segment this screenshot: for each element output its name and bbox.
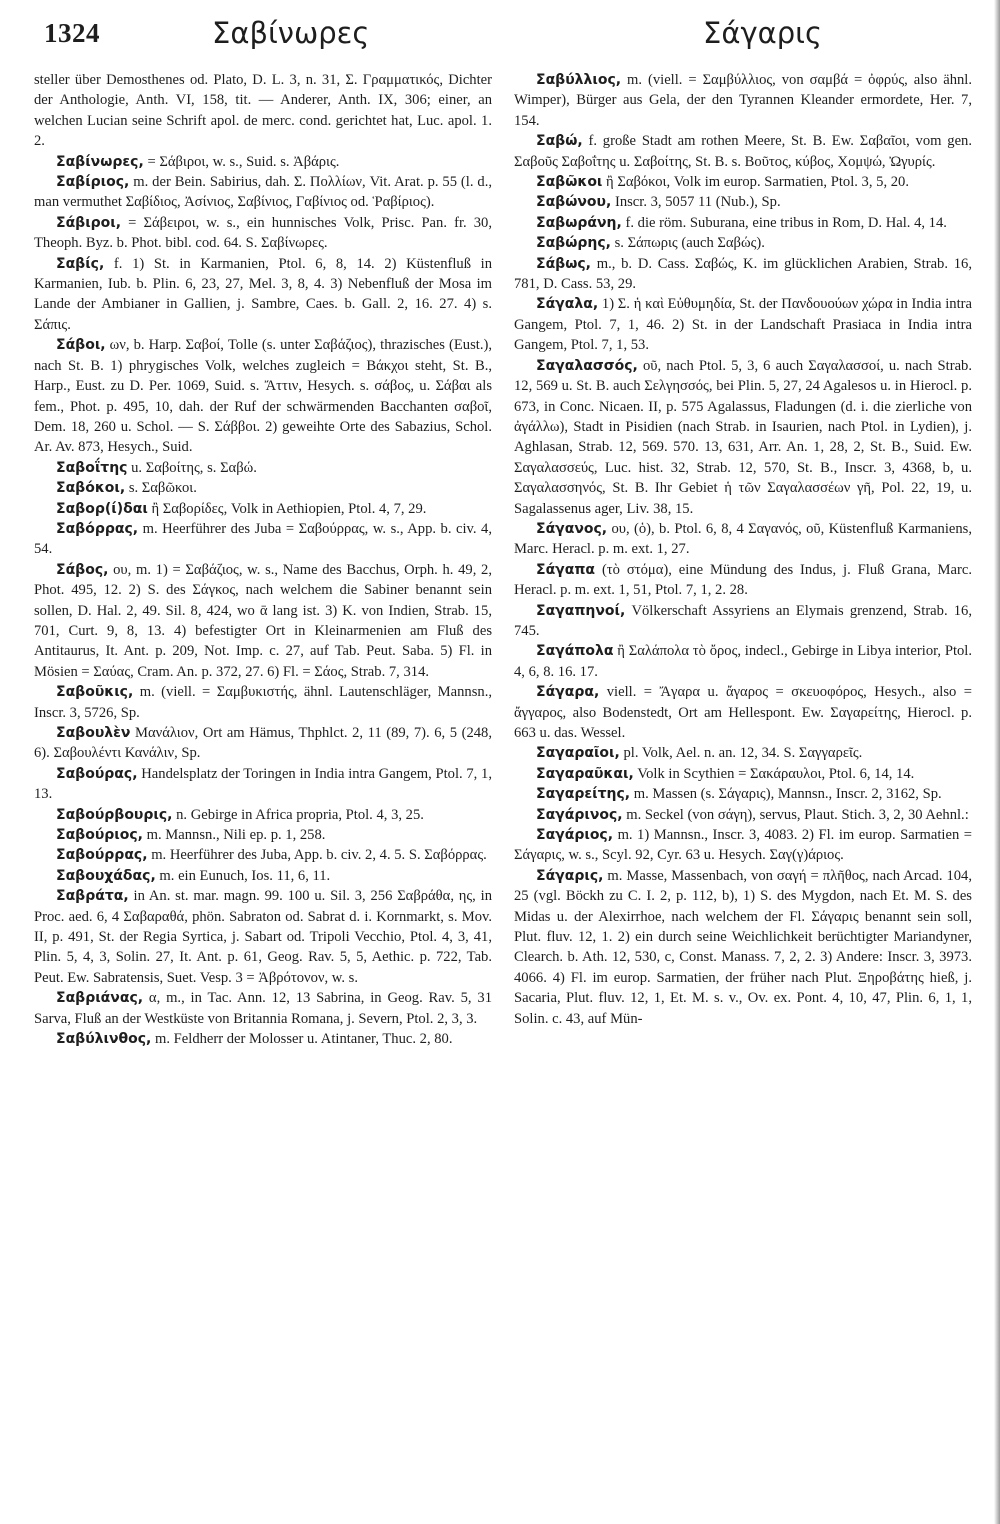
entry-text: m. (viell. = Σαμβύλλιος, von σαμβά = ὀφρύς, also ähnl. Wimper), Bürger aus Gela, der den Tyrannen Kleander ermordete, Her. 7, 154.: [514, 72, 972, 129]
entry-headword: Σαγαπηνοί,: [536, 602, 626, 619]
entry-text: m. der Bein. Sabirius, dah. Σ. Πολλίων, Vit. Arat. p. 55 (l. d., man vermuthet Σαβίδιος, Ἀσίνιος, Σαβίνιος, Γαβίνιος od. Ῥαβίριος).: [34, 174, 492, 211]
entry-headword: Σάβοι,: [56, 337, 106, 354]
entry-text: u. Σαβοίτης, s. Σαβώ.: [127, 459, 257, 476]
entry-headword: Σαβόρρας,: [56, 520, 139, 537]
dictionary-entry: [34, 1029, 492, 1049]
entry-headword: Σαβούριος,: [56, 827, 143, 844]
entry-headword: Σαβώνου,: [536, 194, 612, 211]
entry-text: m. Heerführer des Juba = Σαβούρρας, w. s., App. b. civ. 4, 54.: [34, 520, 492, 558]
entry-text: = Σάβιροι, w. s., Suid. s. Ἀβάρις.: [143, 153, 340, 170]
entry-headword: Σαβουχάδας,: [56, 867, 156, 884]
dictionary-entry: [514, 519, 972, 560]
entry-text: ἢ Σαλάπολα τὸ ὄρος, indecl., Gebirge in Libya interior, Ptol. 4, 6, 8. 16. 17.: [514, 643, 972, 680]
entry-headword: Σαγαρείτης,: [536, 786, 631, 803]
dictionary-entry: [34, 213, 492, 254]
dictionary-entry: [514, 866, 972, 1029]
dictionary-entry: [514, 743, 972, 763]
dictionary-entry: [34, 845, 492, 865]
entry-headword: Σαγαραῦκαι,: [536, 765, 634, 782]
entry-text: m. (viell. = Σαμβυκιστής, ähnl. Lautenschläger, Mannsn., Inscr. 3, 5726, Sp.: [34, 684, 492, 721]
entry-text: ου, (ὁ), b. Ptol. 6, 8, 4 Σαγανός, οῦ, Küstenfluß Karmaniens, Marc. Heracl. p. m. ext. 1, 27.: [514, 520, 972, 558]
entry-headword: Σαβουλὲν: [56, 725, 131, 741]
entry-text: m. Feldherr der Molosser u. Atintaner, Thuc. 2, 80.: [151, 1031, 453, 1048]
entry-headword: Σαγάριος,: [536, 827, 614, 844]
dictionary-entry: [34, 70, 492, 152]
entry-text: Μανάλιον, Ort am Hämus, Thphlct. 2, 11 (89, 7). 6, 5 (248, 6). Σαβουλέντι Κανάλιν, Sp.: [34, 725, 492, 762]
entry-text: s. Σάπωρις (auch Σαβώς).: [610, 235, 765, 252]
entry-headword: Σαβοΐτης: [56, 459, 128, 476]
dictionary-entry: [514, 294, 972, 355]
dictionary-entry: [34, 682, 492, 723]
entry-headword: Σαβούρας,: [56, 765, 138, 782]
guide-word-right: Σάγαρις: [703, 16, 822, 50]
entry-text: steller über Demosthenes od. Plato, D. L. 3, n. 31, Σ. Γραμματικός, Dichter der Anthologie, Anth. VI, 158, tit. — Anderer, Anth. IX, 306; einer, an welchen Lucian seine Schrift apol. de merc. cond. gerichtet hat, Luc. apol. 1. 2.: [34, 72, 492, 150]
entry-text: f. große Stadt am rothen Meere, St. B. Ew. Σαβαῖοι, vom gen. Σαβοῦς Σαβοΐτης u. Σαβοίτης, St. B. s. Βοῦτος, κύβος, Χομψώ, Ὠγυρίς.: [514, 133, 972, 170]
entry-headword: Σαβριάνας,: [56, 990, 144, 1007]
entry-headword: Σάβος,: [56, 561, 109, 578]
entry-text: α, m., in Tac. Ann. 12, 13 Sabrina, in Geog. Rav. 5, 31 Sarva, Fluß an der Westküste von Britannia Romana, j. Severn, Ptol. 2, 3, 3.: [34, 990, 492, 1027]
entry-headword: Σαβίνωρες,: [56, 153, 144, 170]
dictionary-entry: [34, 499, 492, 519]
dictionary-entry: [34, 805, 492, 825]
entry-headword: Σαγαλασσός,: [536, 357, 638, 374]
page-number: 1324: [44, 18, 100, 48]
entry-text: ων, b. Harp. Σαβοί, Tolle (s. unter Σαβάζιος), thrazisches (Eust.), nach St. B. 1) phrygisches Volk, welches zugleich = Βάκχοι steht, St. B., Harp., Eust. zu D. Per. 1069, Suid. s. Ἄττιν, Hesych. s. σάβος, u. Σάβαι als fem., Phot. p. 495, 10, dah. der Ruf der schwärmenden Bacchanten σαβοῖ, Dem. 18, 260 u. Schol. — S. Σάββοι. 2) geweihte Orte des Sabazius, Schol. Ar. Av. 873, Hesych., Suid.: [34, 337, 492, 456]
entry-text: ἢ Σαβόκοι, Volk im europ. Sarmatien, Ptol. 3, 5, 20.: [602, 174, 909, 191]
entry-text: Völkerschaft Assyriens an Elymais grenzend, Strab. 16, 745.: [514, 602, 972, 639]
entry-headword: Σαγάρινος,: [536, 806, 623, 823]
dictionary-entry: [514, 254, 972, 295]
dictionary-entry: [514, 682, 972, 743]
entry-headword: Σάγαλα,: [536, 296, 599, 313]
entry-headword: Σαβούρβουρις,: [56, 806, 173, 823]
entry-headword: Σάγανος,: [536, 520, 608, 537]
entry-headword: Σαβράτα,: [56, 888, 129, 905]
dictionary-entry: [34, 988, 492, 1029]
entry-text: Handelsplatz der Toringen in India intra Gangem, Ptol. 7, 1, 13.: [34, 765, 492, 803]
entry-text: m. Massen (s. Σάγαρις), Mannsn., Inscr. 2, 3162, Sp.: [630, 786, 942, 803]
dictionary-entry: [514, 764, 972, 784]
entry-headword: Σάγαρις,: [536, 867, 604, 884]
page-edge-shadow: [994, 0, 1000, 1524]
entry-headword: Σαγαραῖοι,: [536, 745, 620, 762]
dictionary-entry: [34, 560, 492, 682]
page-header: [0, 14, 1000, 58]
entry-text: m. 1) Mannsn., Inscr. 3, 4083. 2) Fl. im europ. Sarmatien = Σάγαρις, w. s., Scyl. 92, Cyr. 63 u. Hesych. Σαγ(γ)άριος.: [514, 827, 972, 864]
dictionary-entry: [514, 192, 972, 212]
entry-headword: Σάγαρα,: [536, 684, 600, 701]
entry-headword: Σαβορ(ί)δαι: [56, 500, 148, 517]
entry-text: ου, m. 1) = Σαβάζιος, w. s., Name des Bacchus, Orph. h. 49, 2, Phot. 495, 12. 2) S. des Σάγκος, nach welchem die Sabiner benannt sein sollen, D. Hal. 2, 49. Sil. 8, 424, wo ᾱ lang ist. 3) K. von Indien, Strab. 15, 701, Curt. 9, 8, 13. 4) befestigter Ort in Kleinarmenien am Fluß des Antitaurus, It. Ant. p. 209, Not. Imp. c. 27, auf Tab. Peut. Saba. 5) Fl. in Mösien = Σαύας, Cram. An. p. 372, 27. 6) Fl. = Σάος, Strab. 7, 314.: [34, 561, 492, 680]
entry-headword: Σαβώ,: [536, 133, 583, 150]
entry-text: m. Seckel (von σάγη), servus, Plaut. Stich. 3, 2, 30 Aehnl.:: [622, 806, 969, 823]
dictionary-entry: [514, 784, 972, 804]
left-column: [34, 70, 492, 1050]
entry-headword: Σαβύλλιος,: [536, 72, 622, 88]
dictionary-entry: [514, 70, 972, 131]
dictionary-entry: [34, 478, 492, 498]
entry-text: (τὸ στόμα), eine Mündung des Indus, j. Fluß Grana, Marc. Heracl. p. m. ext. 1, 51, Ptol. 7, 1, 2. 28.: [514, 561, 972, 599]
dictionary-entry: [34, 458, 492, 478]
dictionary-entry: [34, 335, 492, 457]
entry-headword: Σάγαπα: [536, 561, 596, 578]
entry-headword: Σαβύλινθος,: [56, 1031, 152, 1048]
entry-text: = Σάβειροι, w. s., ein hunnisches Volk, Prisc. Pan. fr. 30, Theoph. Byz. b. Phot. bibl. cod. 64. S. Σαβίνωρες.: [34, 214, 492, 252]
dictionary-entry: [514, 641, 972, 682]
dictionary-entry: [514, 233, 972, 253]
dictionary-entry: [34, 764, 492, 805]
right-column: [514, 70, 972, 1029]
dictionary-entry: [514, 560, 972, 601]
dictionary-entry: [34, 519, 492, 560]
entry-text: n. Gebirge in Africa propria, Ptol. 4, 3, 25.: [172, 806, 424, 823]
entry-headword: Σαβόκοι,: [56, 480, 126, 497]
dictionary-entry: [34, 172, 492, 213]
entry-headword: Σαβωράνη,: [536, 214, 622, 231]
dictionary-entry: [514, 356, 972, 519]
entry-headword: Σαβοῦκις,: [56, 684, 134, 701]
entry-text: f. die röm. Suburana, eine tribus in Rom, D. Hal. 4, 14.: [621, 214, 947, 231]
entry-text: viell. = Ἄγαρα u. ἄγαρος = σκευοφόρος, Hesych., also = ἄγγαρος, also Bodenstedt, Ort am Hellespont. Ew. Σαγαρείτης, Hierocl. p. 663 u. das. Wessel.: [514, 684, 972, 741]
entry-text: m. Heerführer des Juba, App. b. civ. 2, 4. 5. S. Σαβόρρας.: [147, 847, 487, 864]
entry-text: s. Σαβῶκοι.: [125, 480, 197, 497]
entry-text: 1) Σ. ἡ καὶ Εὐθυμηδία, St. der Πανδουούων χώρα in India intra Gangem, Ptol. 7, 1, 46. 2) St. in der Landschaft Prasiaca in India intra Gangem, Ptol. 7, 1, 53.: [514, 296, 972, 354]
entry-headword: Σάβως,: [536, 255, 591, 272]
guide-word-left: Σαβίνωρες: [212, 16, 370, 50]
entry-text: m., b. D. Cass. Σαβώς, K. im glücklichen Arabien, Strab. 16, 781, D. Cass. 53, 29.: [514, 255, 972, 293]
entry-text: Volk in Scythien = Σακάραυλοι, Ptol. 6, 14, 14.: [633, 765, 915, 782]
entry-headword: Σαβώρης,: [536, 235, 611, 252]
entry-text: m. Masse, Massenbach, von σαγή = πλῆθος, nach Arcad. 104, 25 (vgl. Böckh zu C. I. 2, p. 112, b), 1) S. des Mygdon, nach Et. M. S. des Midas u. der Alexirrhoe, nach welchem der Fl. Σάγαρις benannt sein soll, Plut. fluv. 12, 1. 2) ein durch seine Weichlichkeit berüchtigter Mariandyner, Clearch. b. Ath. 12, 530, c, Const. Manass. 7, 2, 2. 3) Andere: Inscr. 3, 3973. 4066. 4) Fl. im europ. Sarmatien, der früher nach Plut. Ξηροβάτης hieß, j. Sacaria, Plut. fluv. 12, 1, Et. M. s. v., Ov. ex. Pont. 4, 10, 47, Plin. 6, 1, 1, Solin. c. 43, auf Mün-: [514, 867, 972, 1027]
entry-headword: Σαβῶκοι: [536, 174, 603, 191]
dictionary-entry: [514, 213, 972, 233]
entry-text: m. ein Eunuch, Ios. 11, 6, 11.: [155, 867, 331, 884]
entry-headword: Σαγάπολα: [536, 643, 614, 660]
entry-text: in An. st. mar. magn. 99. 100 u. Sil. 3, 256 Σαβράθα, ης, in Proc. aed. 6, 4 Σαβαραθά, phön. Sabraton od. Sabrat d. i. Kornmarkt, s. Mov. II, p. 491, St. der Regia Syrtica, j. Sabart od. Tripoli Vecchio, Ptol. 4, 3, 41, Plin. 5, 4, 3, Solin. 27, It. Ant. p. 61, Geog. Rav. 5, 5, Aethic. p. 722, Tab. Peut. Ew. Sabratensis, Suet. Vesp. 3 = Ἀβρότονον, w. s.: [34, 888, 492, 986]
dictionary-entry: [514, 601, 972, 642]
dictionary-entry: [34, 723, 492, 764]
dictionary-entry: [514, 805, 972, 825]
entry-text: f. 1) St. in Karmanien, Ptol. 6, 8, 14. 2) Küstenfluß in Karmanien, Iub. b. Plin. 6, 23, 27, Mel. 3, 8, 4. 3) Nebenfluß der Mosa im Lande der Ambianer in Gallien, j. Sambre, Caes. b. Gall. 2, 16. 27. 4) s. Σάπις.: [34, 255, 492, 333]
entry-headword: Σαβίς,: [56, 255, 105, 272]
dictionary-entry: [34, 254, 492, 336]
dictionary-entry: [34, 152, 492, 172]
entry-text: ἢ Σαβορίδες, Volk in Aethiopien, Ptol. 4, 7, 29.: [147, 500, 427, 517]
entry-headword: Σάβιροι,: [56, 214, 122, 231]
entry-text: pl. Volk, Ael. n. an. 12, 34. S. Σαγγαρεῖς.: [619, 745, 863, 762]
entry-headword: Σαβούρρας,: [56, 847, 148, 864]
dictionary-entry: [34, 825, 492, 845]
dictionary-entry: [514, 825, 972, 866]
entry-text: m. Mannsn., Nili ep. p. 1, 258.: [143, 827, 326, 844]
entry-text: οῦ, nach Ptol. 5, 3, 6 auch Σαγαλασσοί, u. nach Strab. 12, 569 u. St. B. auch Σελγησσός, bei Plin. 5, 27, 24 Agalesos u. in Hierocl. p. 673, in Conc. Nicaen. II, p. 575 Agalassus, Fladungen (d. i. die zierliche von ἀγάλλω), Stadt in Pisidien (nach Strab. in Isaurien, nach Ptol. in Lydien), j. Aghlasan, Strab. 12, 569. 570. 13, 631, Arr. An. 1, 28, 2, St. B., Suid. Ew. Σαγαλασσεύς, Luc. hist. 32, Strab. 12, 570, St. B., Inscr. 3, 4368, b, u. Σαγαλασσηνός, St. B. Ihr Gebiet ἡ τῶν Σαγαλασσέων γῆ, Pol. 22, 19, u. Sagalassenus ager, Liv. 38, 15.: [514, 357, 972, 517]
dictionary-entry: [34, 886, 492, 988]
entry-text: Inscr. 3, 5057 11 (Nub.), Sp.: [611, 194, 781, 211]
dictionary-entry: [34, 866, 492, 886]
entry-headword: Σαβίριος,: [56, 174, 130, 191]
dictionary-entry: [514, 131, 972, 172]
dictionary-entry: [514, 172, 972, 192]
